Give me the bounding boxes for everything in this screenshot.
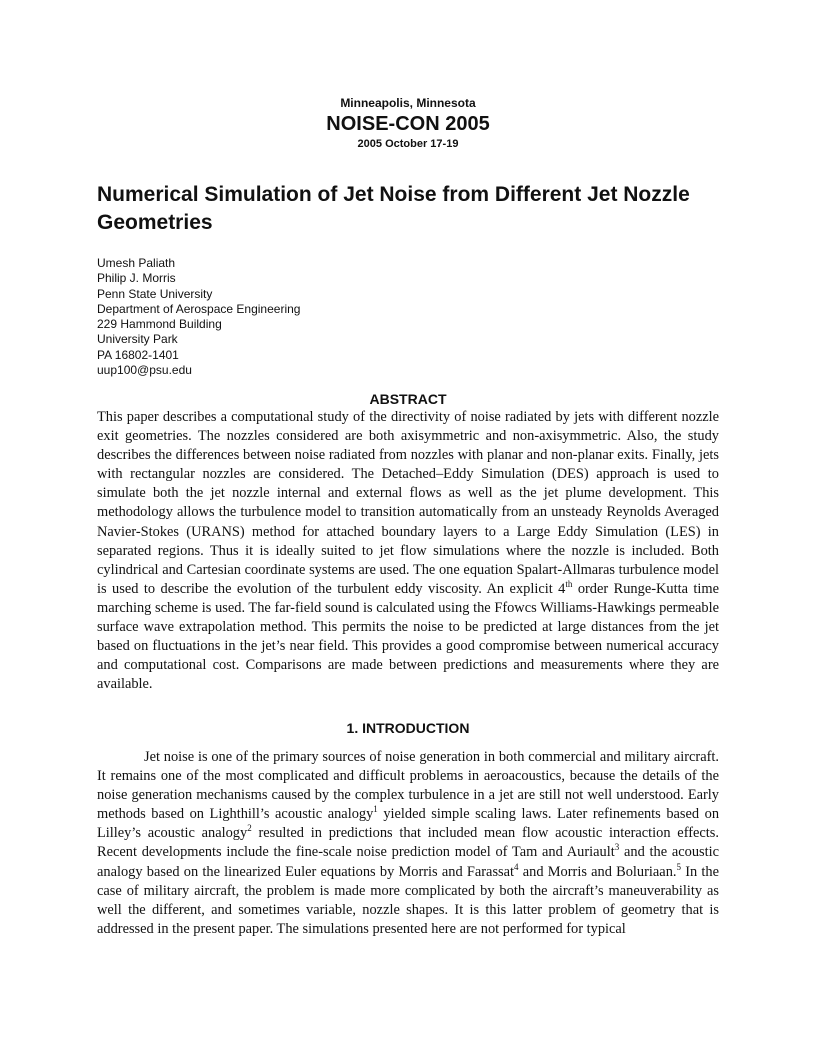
conference-location: Minneapolis, Minnesota [340, 96, 476, 110]
intro-text-segment: resulted in predictions that included mean flow acoustic interaction effects. Recent developments include the fine-scale noise prediction model of Tam and Auriault [97, 825, 719, 861]
intro-text-segment: Jet noise is one of the primary sources of noise generation in both commercial and military aircraft. It remains one of the most complicated and difficult problems in aeroacoustics, because the details of the noise generation mechanisms caused by the complex turbulence in a jet are still not well understood. Early methods based on Lighthill’s acoustic analogy [97, 749, 719, 823]
author-address-city: University Park [97, 332, 178, 347]
reference-superscript: 3 [614, 842, 620, 853]
author-affiliation: Penn State University [97, 286, 213, 301]
author-department: Department of Aerospace Engineering [97, 301, 301, 316]
reference-superscript: 2 [247, 823, 252, 834]
reference-superscript: 1 [373, 804, 378, 815]
reference-superscript: 4 [514, 861, 519, 872]
introduction-heading: 1. INTRODUCTION [346, 720, 470, 736]
abstract-heading: ABSTRACT [369, 391, 447, 407]
intro-text-segment: and the acoustic analogy based on the linearized Euler equations by Morris and Farassat [97, 844, 719, 880]
abstract-paragraph [97, 408, 719, 694]
intro-text-segment: and Morris and Boluriaan. [518, 863, 677, 880]
reference-superscript: 5 [676, 861, 681, 872]
author-address-zip: PA 16802-1401 [97, 347, 179, 362]
paper-title: Numerical Simulation of Jet Noise from Different Jet Nozzle Geometries [97, 183, 690, 234]
author-email: uup100@psu.edu [97, 363, 192, 378]
abstract-text-part-2: order Runge-Kutta time marching scheme is used. The far-field sound is calculated using the Ffowcs Williams-Hawkings permeable surface wave extrapolation method. This permits the noise to be predicted at large distances from the jet based on fluctuations in the jet’s near field. This provides a good compromise between numerical accuracy and computational cost. Comparisons are made between predictions and measurements where they are available. [97, 580, 719, 693]
author-block [97, 256, 497, 378]
abstract-text-part-1: This paper describes a computational study of the directivity of noise radiated by jets with different nozzle exit geometries. The nozzles considered are both axisymmetric and non-axisymmetric. Also, the study describes the differences between noise radiated from nozzles with planar and non-planar exits. Finally, jets with rectangular nozzles are considered. The Detached–Eddy Simulation (DES) approach is used to simulate both the jet nozzle internal and external flows as well as the jet plume development. This methodology allows the turbulence model to transition automatically from an unsteady Reynolds Averaged Navier-Stokes (URANS) method for attached boundary layers to a Large Eddy Simulation (LES) in separated regions. Thus it is ideally suited to jet flow simulations where the nozzle is included. Both cylindrical and Cartesian coordinate systems are used. The one equation Spalart-Allmaras turbulence model is used to describe the evolution of the turbulent eddy viscosity. An explicit 4 [97, 409, 719, 597]
conference-date: 2005 October 17-19 [357, 138, 459, 150]
superscript-th: th [565, 578, 573, 589]
intro-text-segment: yielded simple scaling laws. Later refinements based on Lilley’s acoustic analogy [97, 806, 720, 842]
conference-name: NOISE-CON 2005 [326, 113, 490, 135]
author-address-building: 229 Hammond Building [97, 317, 222, 332]
intro-text-segment: In the case of military aircraft, the problem is made more complicated by both the aircraft’s maneuverability as well the different, and sometimes variable, nozzle shapes. It is this latter problem of geometry that is addressed in the present paper. The simulations presented here are not performed for typical [97, 863, 720, 937]
introduction-paragraph [97, 748, 719, 939]
author-name-2: Philip J. Morris [97, 271, 176, 286]
author-name-1: Umesh Paliath [97, 256, 176, 270]
